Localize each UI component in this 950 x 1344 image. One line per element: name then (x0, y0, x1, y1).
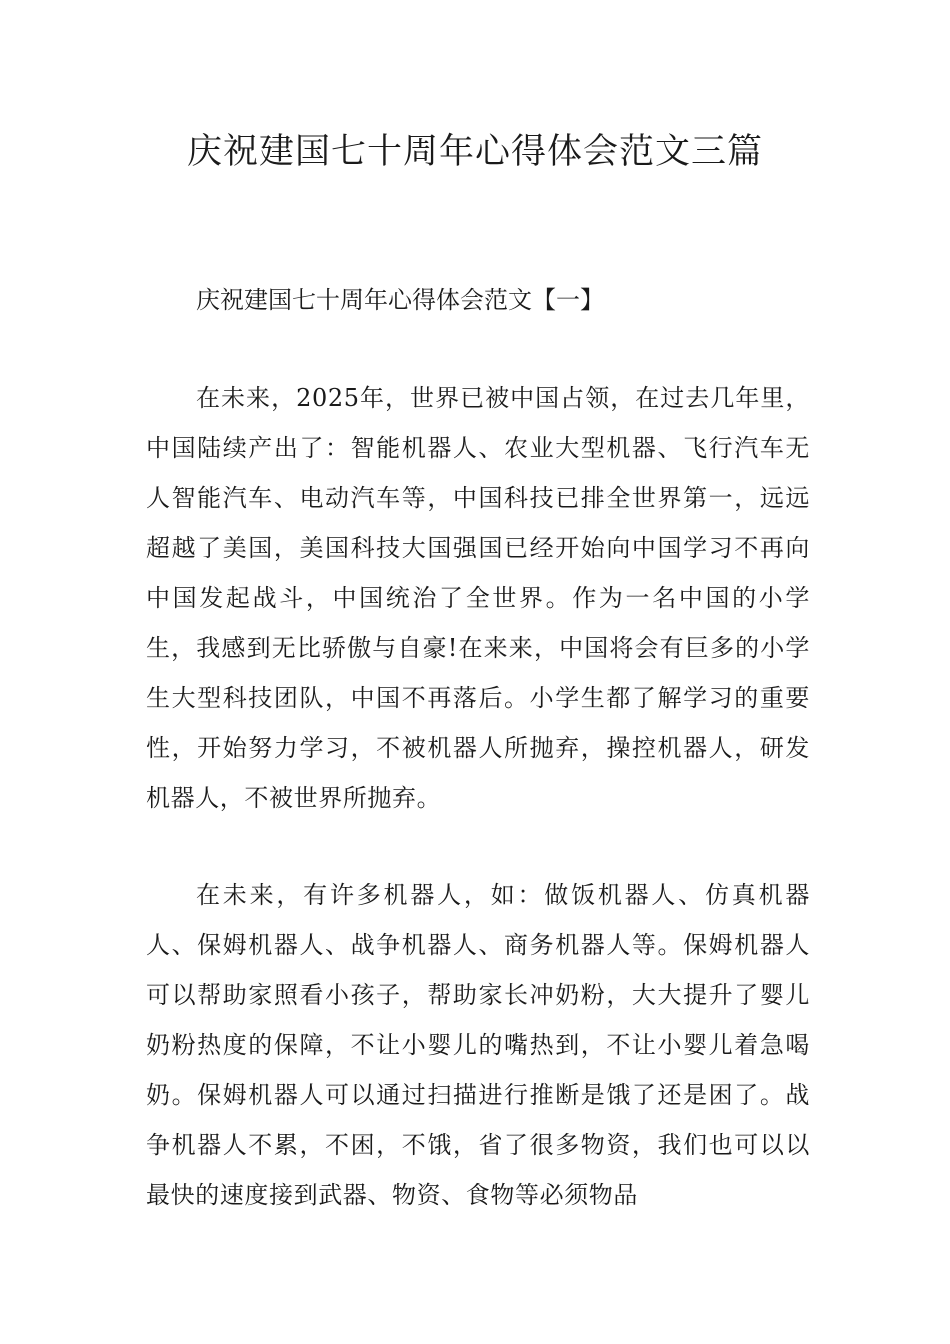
paragraph-2: 在未来，有许多机器人，如：做饭机器人、仿真机器人、保姆机器人、战争机器人、商务机器人等。保姆机器人可以帮助家照看小孩子，帮助家长冲奶粉，大大提升了婴儿奶粉热度的保障，不让小婴儿的嘴热到，不让小婴儿着急喝奶。保姆机器人可以通过扫描进行推断是饿了还是困了。战争机器人不累，不困，不饿，省了很多物资，我们也可以以最快的速度接到武器、物资、食物等必须物品 (146, 881, 810, 1209)
section-heading: 庆祝建国七十周年心得体会范文【一】 (196, 286, 604, 314)
document-title: 庆祝建国七十周年心得体会范文三篇 (186, 132, 763, 172)
paragraph-1: 在未来，2025年，世界已被中国占领，在过去几年里，中国陆续产出了：智能机器人、农业大型机器、飞行汽车无人智能汽车、电动汽车等，中国科技已排全世界第一，远远超越了美国，美国科技大国强国已经开始向中国学习不再向中国发起战斗，中国统治了全世界。作为一名中国的小学生，我感到无比骄傲与自豪!在来来，中国将会有巨多的小学生大型科技团队，中国不再落后。小学生都了解学习的重要性，开始努力学习，不被机器人所抛弃，操控机器人，研发机器人，不被世界所抛弃。 (146, 384, 810, 812)
